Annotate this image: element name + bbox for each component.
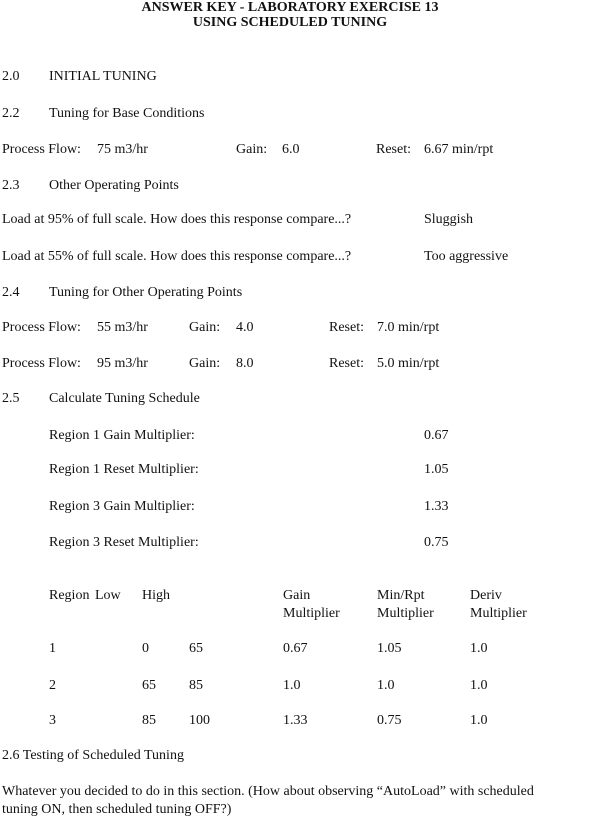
table-cell-high: 100: [189, 713, 210, 728]
base-gain-label: Gain:: [236, 142, 268, 157]
table-cell-region: 1: [49, 641, 56, 656]
op-point-2-flow-label: Process Flow:: [2, 356, 81, 371]
multiplier-value: 0.75: [424, 535, 449, 550]
table-cell-minrpt: 1.0: [377, 678, 395, 693]
op-point-2-reset-label: Reset:: [329, 356, 364, 371]
table-cell-high: 85: [189, 678, 203, 693]
table-cell-deriv: 1.0: [470, 641, 488, 656]
table-header-deriv: Deriv: [470, 588, 502, 603]
table-header-gain: Gain: [283, 588, 311, 603]
question-95-percent: Load at 95% of full scale. How does this response compare...?: [2, 212, 352, 227]
multiplier-value: 1.33: [424, 499, 449, 514]
op-point-1-gain-label: Gain:: [189, 320, 221, 335]
section-2-0-number: 2.0: [2, 69, 20, 84]
table-cell-low: 65: [142, 678, 156, 693]
multiplier-value: 1.05: [424, 462, 449, 477]
section-2-5-number: 2.5: [2, 391, 20, 406]
table-cell-minrpt: 1.05: [377, 641, 402, 656]
section-2-3-title: Other Operating Points: [49, 178, 179, 193]
base-gain-value: 6.0: [282, 142, 300, 157]
op-point-2-reset-value: 5.0 min/rpt: [377, 356, 440, 371]
section-2-6-text-line-2: tuning ON, then scheduled tuning OFF?): [2, 802, 232, 817]
op-point-2-gain-value: 8.0: [236, 356, 254, 371]
table-cell-region: 2: [49, 678, 56, 693]
base-reset-value: 6.67 min/rpt: [424, 142, 494, 157]
document-title-line-1: ANSWER KEY - LABORATORY EXERCISE 13: [141, 0, 439, 15]
section-2-0-title: INITIAL TUNING: [49, 69, 157, 84]
table-header-minrpt-multiplier: Multiplier: [377, 606, 434, 621]
table-cell-low: 0: [142, 641, 149, 656]
table-cell-region: 3: [49, 713, 56, 728]
op-point-1-flow-label: Process Flow:: [2, 320, 81, 335]
base-flow-value: 75 m3/hr: [97, 142, 148, 157]
multiplier-label: Region 3 Reset Multiplier:: [49, 535, 199, 550]
base-flow-label: Process Flow:: [2, 142, 81, 157]
base-reset-label: Reset:: [376, 142, 411, 157]
section-2-6-title: 2.6 Testing of Scheduled Tuning: [2, 748, 184, 763]
multiplier-value: 0.67: [424, 428, 449, 443]
table-header-low: Low: [95, 588, 121, 603]
section-2-2-title: Tuning for Base Conditions: [49, 106, 205, 121]
answer-55-percent: Too aggressive: [424, 249, 509, 264]
section-2-4-title: Tuning for Other Operating Points: [49, 285, 243, 300]
table-cell-low: 85: [142, 713, 156, 728]
multiplier-label: Region 1 Reset Multiplier:: [49, 462, 199, 477]
section-2-4-number: 2.4: [2, 285, 20, 300]
section-2-3-number: 2.3: [2, 178, 20, 193]
question-55-percent: Load at 55% of full scale. How does this response compare...?: [2, 249, 352, 264]
table-header-high: High: [142, 588, 170, 603]
op-point-1-reset-label: Reset:: [329, 320, 364, 335]
op-point-2-flow-value: 95 m3/hr: [97, 356, 148, 371]
table-cell-gain: 1.0: [283, 678, 301, 693]
multiplier-label: Region 1 Gain Multiplier:: [49, 428, 195, 443]
table-cell-high: 65: [189, 641, 203, 656]
section-2-6-text-line-1: Whatever you decided to do in this section. (How about observing “AutoLoad” with scheduled: [2, 784, 534, 799]
table-header-deriv-multiplier: Multiplier: [470, 606, 527, 621]
multiplier-label: Region 3 Gain Multiplier:: [49, 499, 195, 514]
table-header-gain-multiplier: Multiplier: [283, 606, 340, 621]
section-2-2-number: 2.2: [2, 106, 20, 121]
table-cell-minrpt: 0.75: [377, 713, 402, 728]
table-cell-gain: 1.33: [283, 713, 308, 728]
op-point-2-gain-label: Gain:: [189, 356, 221, 371]
section-2-5-title: Calculate Tuning Schedule: [49, 391, 200, 406]
table-header-region: Region: [49, 588, 90, 603]
table-cell-gain: 0.67: [283, 641, 308, 656]
table-cell-deriv: 1.0: [470, 678, 488, 693]
document-title-line-2: USING SCHEDULED TUNING: [192, 15, 388, 30]
table-cell-deriv: 1.0: [470, 713, 488, 728]
table-header-minrpt: Min/Rpt: [377, 588, 425, 603]
op-point-1-flow-value: 55 m3/hr: [97, 320, 148, 335]
op-point-1-gain-value: 4.0: [236, 320, 254, 335]
answer-95-percent: Sluggish: [424, 212, 474, 227]
op-point-1-reset-value: 7.0 min/rpt: [377, 320, 440, 335]
